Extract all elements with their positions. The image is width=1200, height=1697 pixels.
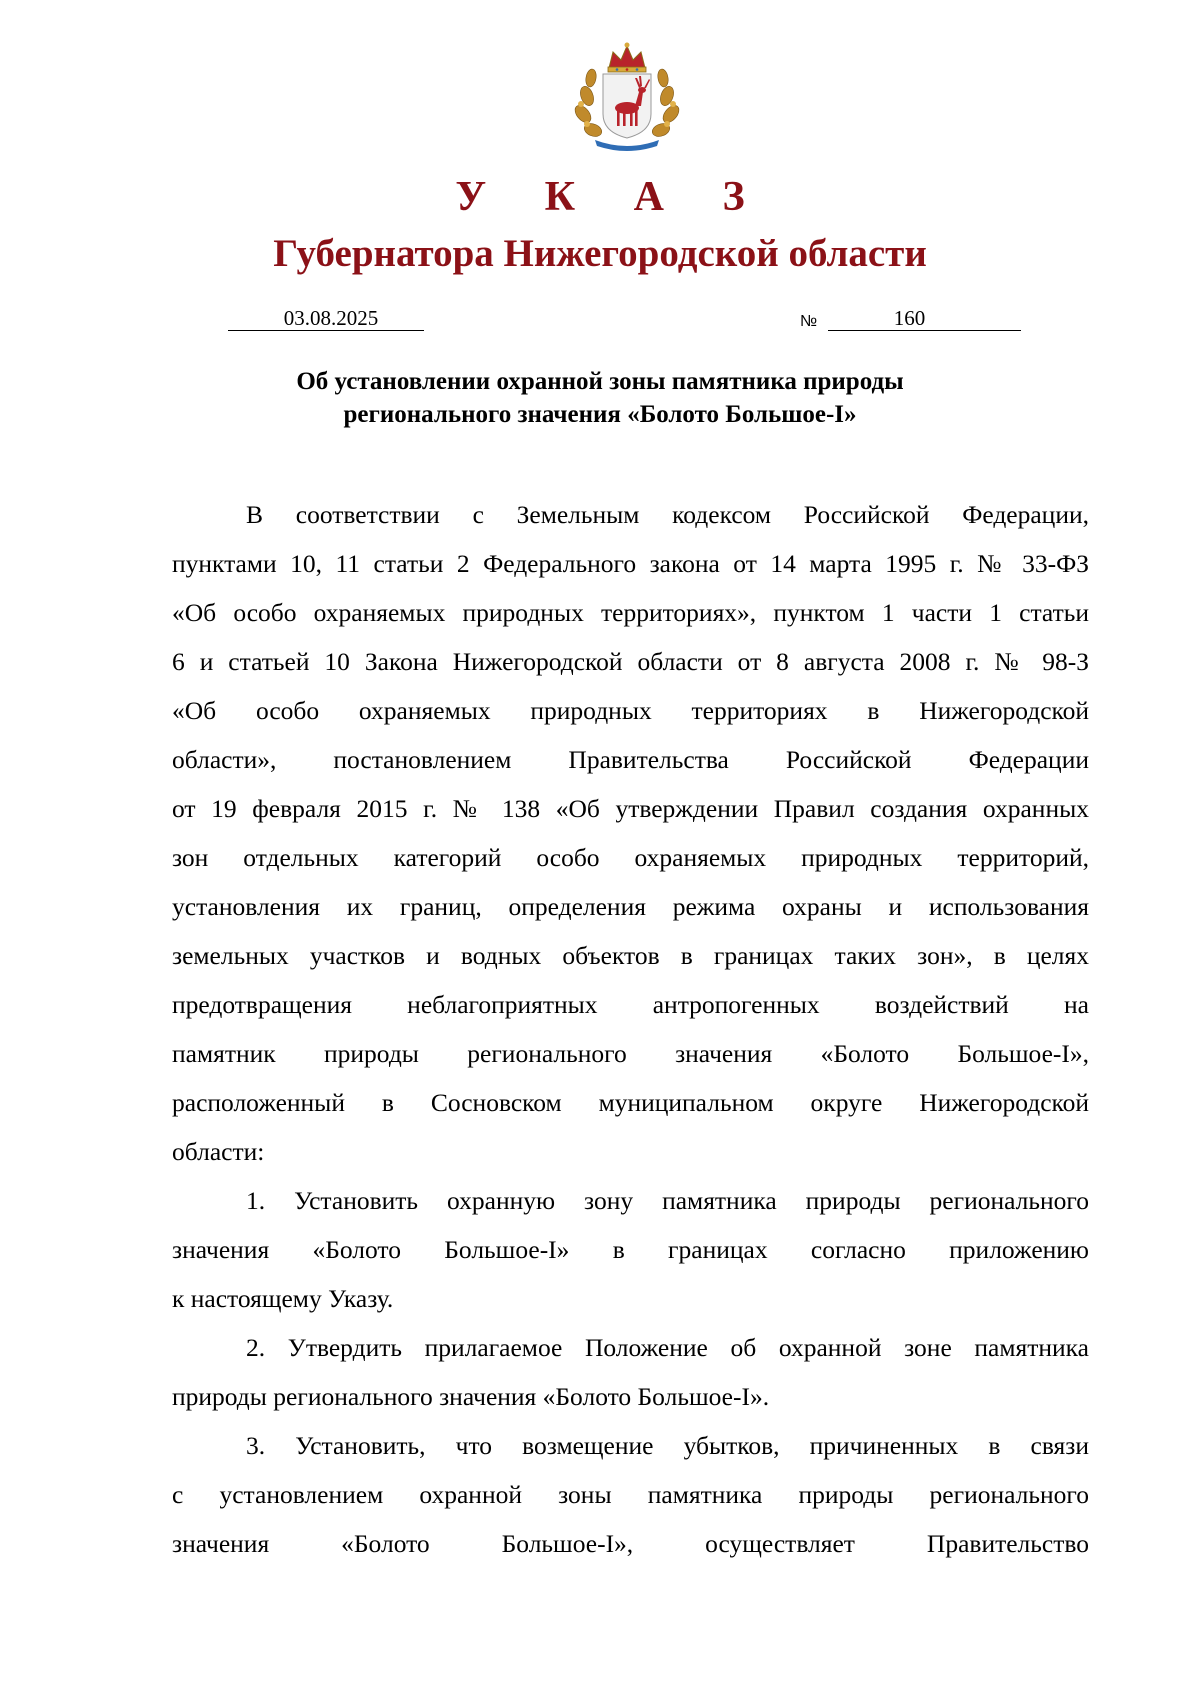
decree-number: 160	[828, 305, 1021, 331]
title-line-2: регионального значения «Болото Большое-I»	[343, 401, 857, 428]
body-line: «Об особо охраняемых природных территориях», пунктом 1 части 1 статьи	[172, 598, 1089, 627]
body-line: пунктами 10, 11 статьи 2 Федерального закона от 14 марта 1995 г. № 33-ФЗ	[172, 549, 1089, 578]
item-1-line: значения «Болото Большое-I» в границах согласно приложению	[172, 1235, 1089, 1264]
body-line: от 19 февраля 2015 г. № 138 «Об утверждении Правил создания охранных	[172, 794, 1089, 823]
item-2-line: природы регионального значения «Болото Большое-I».	[172, 1382, 770, 1411]
body-line: памятник природы регионального значения «Болото Большое-I»,	[172, 1039, 1089, 1068]
body-line: предотвращения неблагоприятных антропогенных воздействий на	[172, 990, 1089, 1019]
item-1-line: к настоящему Указу.	[172, 1284, 394, 1313]
body-line: установления их границ, определения режима охраны и использования	[172, 892, 1089, 921]
decree-date: 03.08.2025	[228, 305, 424, 331]
body-line: земельных участков и водных объектов в границах таких зон», в целях	[172, 941, 1089, 970]
item-3-line: значения «Болото Большое-I», осуществляет Правительство	[172, 1529, 1089, 1558]
body-line: области:	[172, 1137, 265, 1166]
title-line-1: Об установлении охранной зоны памятника природы	[296, 368, 904, 395]
document-title	[0, 365, 1200, 431]
body-line: В соответствии с Земельным кодексом Российской Федерации,	[246, 500, 1089, 529]
decree-issuer: Губернатора Нижегородской области	[273, 232, 927, 275]
body-line: «Об особо охраняемых природных территориях в Нижегородской	[172, 696, 1089, 725]
body-line: расположенный в Сосновском муниципальном округе Нижегородской	[172, 1088, 1089, 1117]
item-3-line: с установлением охранной зоны памятника природы регионального	[172, 1480, 1089, 1509]
decree-heading: У К А З	[455, 174, 769, 220]
item-1-line: 1. Установить охранную зону памятника природы регионального	[246, 1186, 1089, 1215]
item-3-line: 3. Установить, что возмещение убытков, причиненных в связи	[246, 1431, 1089, 1460]
document-body	[172, 490, 1089, 1568]
body-line: области», постановлением Правительства Российской Федерации	[172, 745, 1089, 774]
number-label: №	[800, 313, 818, 330]
nizhny-novgorod-coat-of-arms-icon	[573, 40, 681, 152]
body-line: зон отдельных категорий особо охраняемых природных территорий,	[172, 843, 1089, 872]
body-line: 6 и статьей 10 Закона Нижегородской области от 8 августа 2008 г. № 98-З	[172, 647, 1089, 676]
item-2-line: 2. Утвердить прилагаемое Положение об охранной зоне памятника	[246, 1333, 1089, 1362]
